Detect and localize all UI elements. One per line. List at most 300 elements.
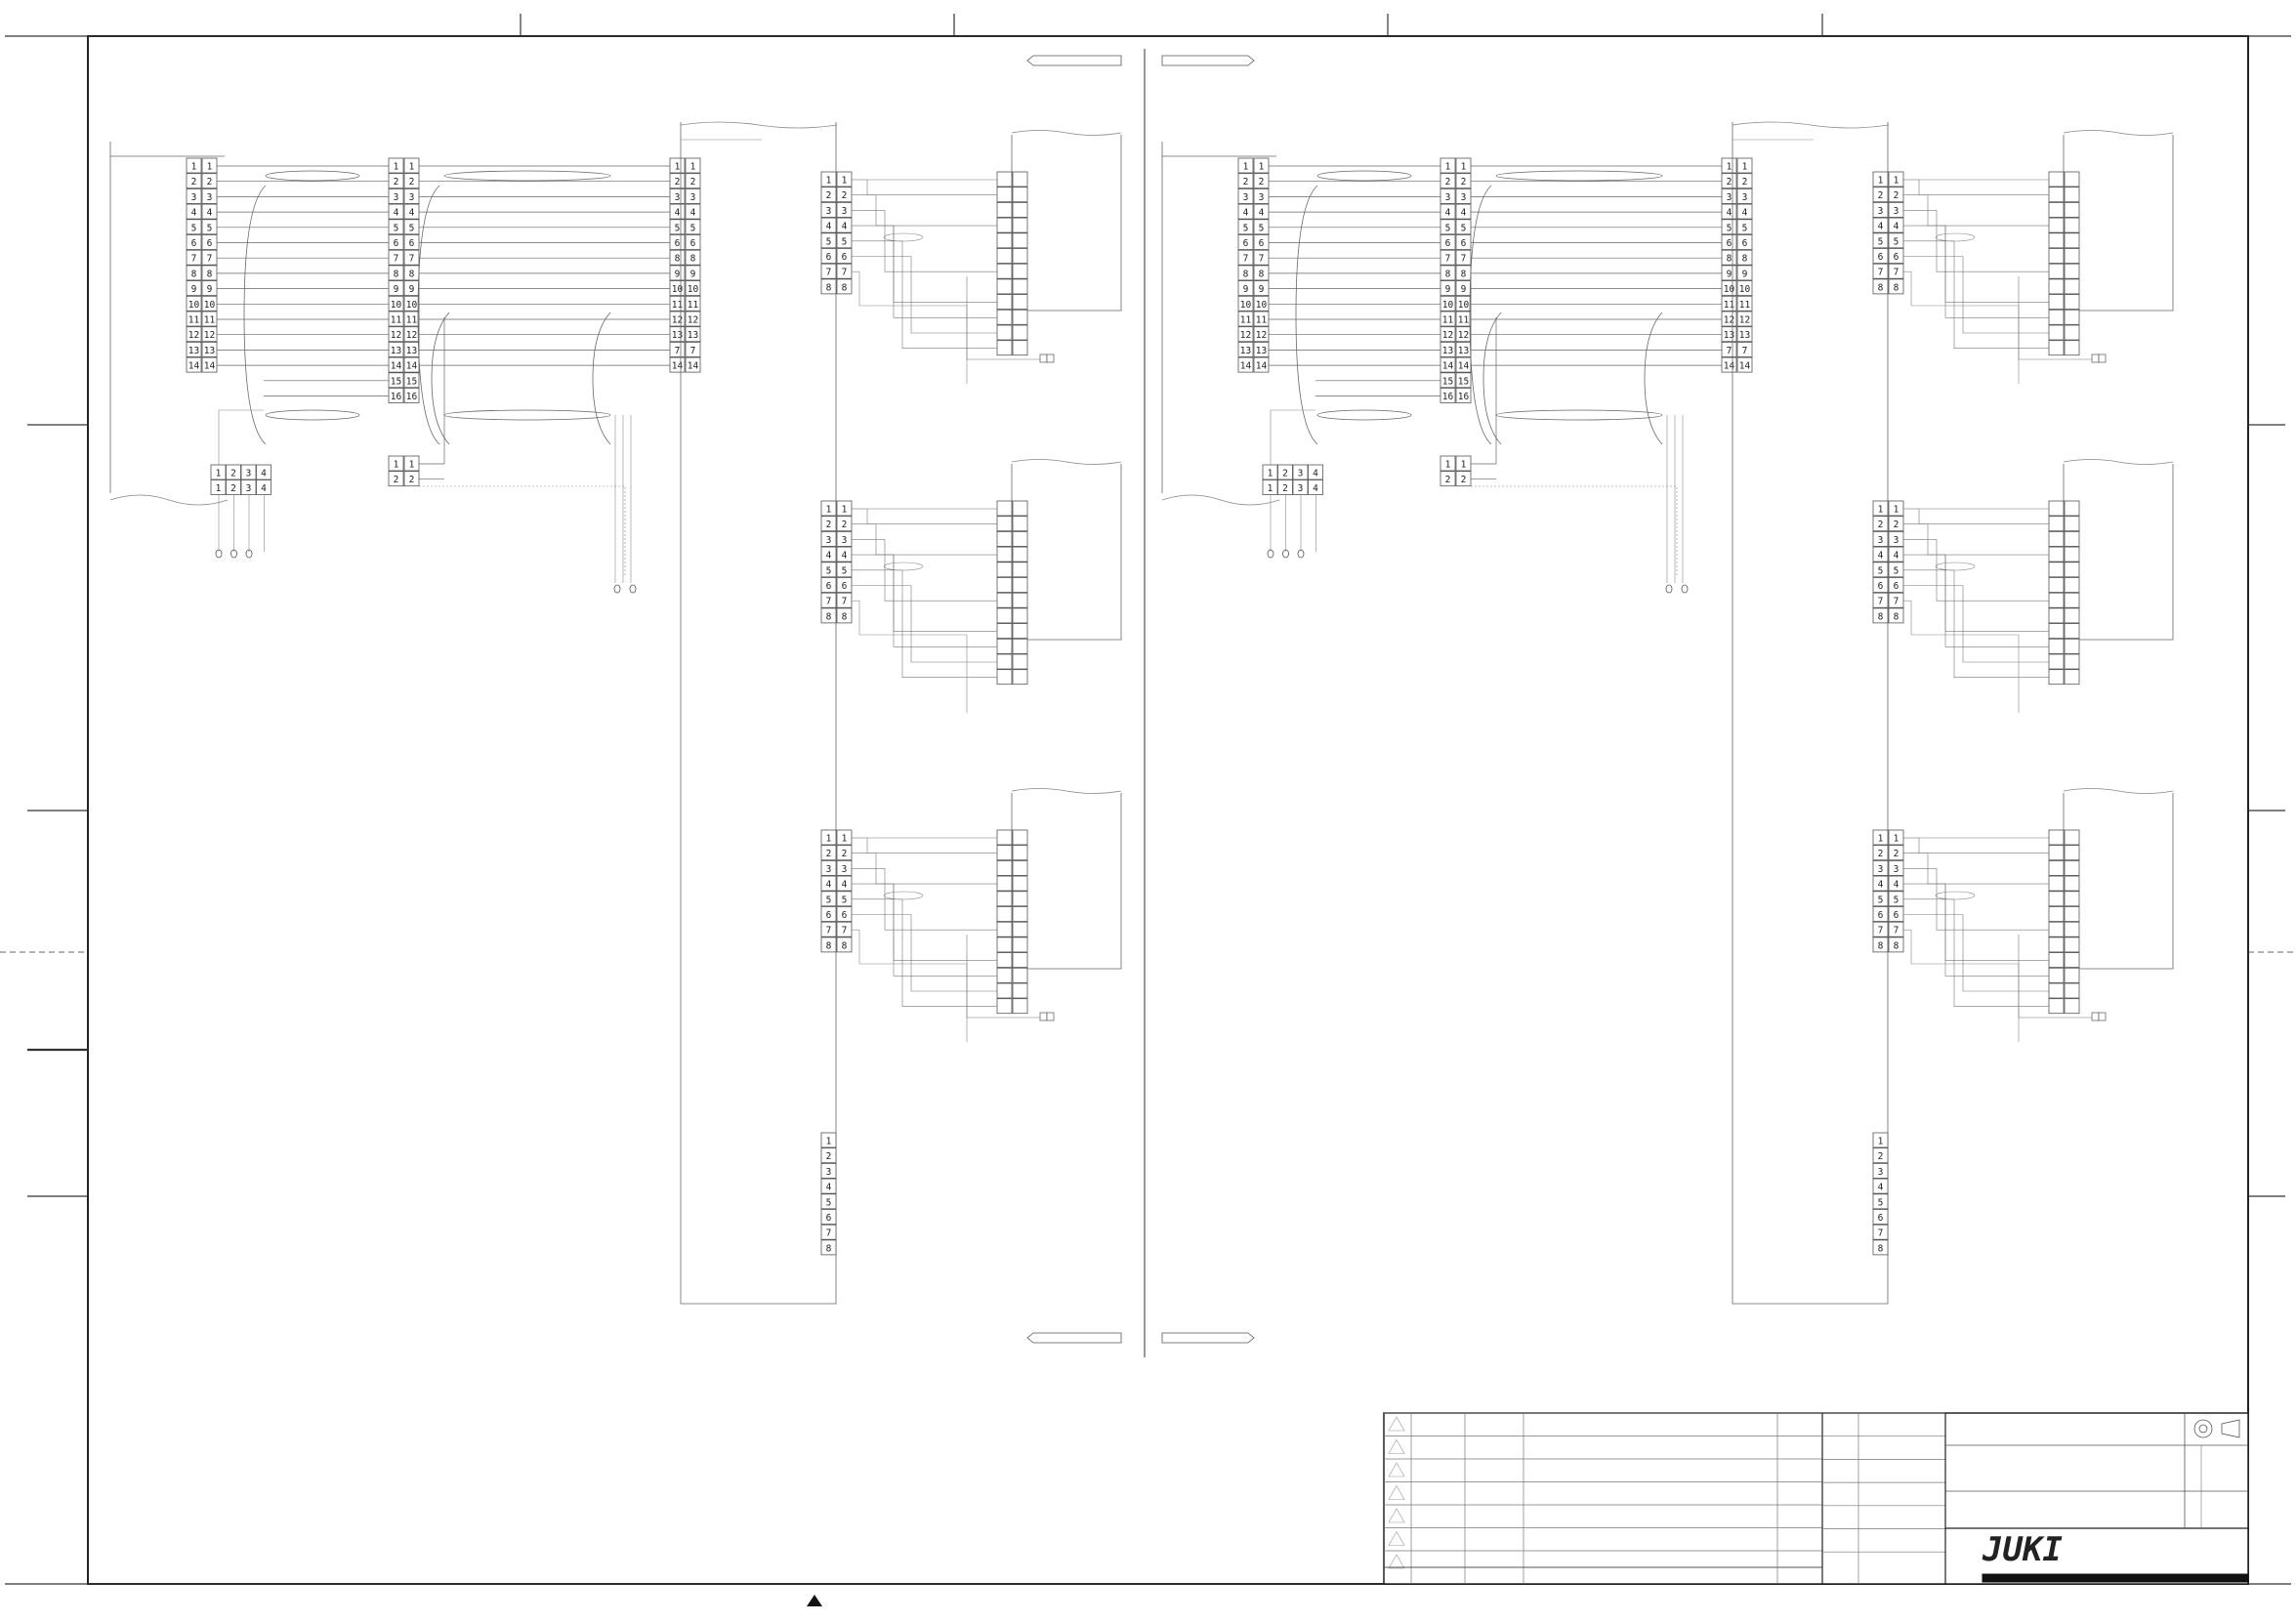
pin-number: 3 bbox=[1242, 191, 1249, 203]
pin-number: 10 bbox=[1255, 299, 1268, 311]
pin-number: 13 bbox=[405, 345, 418, 356]
pin-number: 14 bbox=[1441, 360, 1454, 372]
pin-number: 8 bbox=[1893, 282, 1899, 294]
pin-number: 6 bbox=[825, 910, 832, 921]
pin-number: 5 bbox=[1242, 223, 1249, 234]
pin-number: 4 bbox=[825, 879, 832, 891]
pin-number: 10 bbox=[390, 299, 402, 311]
pin-number: 1 bbox=[1460, 161, 1467, 173]
pin-number: 6 bbox=[1893, 252, 1899, 263]
pin-number: 2 bbox=[1444, 475, 1451, 486]
pin-number: 3 bbox=[825, 1166, 832, 1178]
pin-number: 7 bbox=[393, 253, 399, 265]
pin-number: 1 bbox=[825, 504, 832, 516]
pin-number: 5 bbox=[1741, 223, 1748, 234]
pin-number: 14 bbox=[405, 360, 418, 372]
pin-number: 10 bbox=[405, 299, 418, 311]
pin-number: 3 bbox=[825, 534, 832, 546]
pin-number: 2 bbox=[1877, 849, 1884, 860]
pin-number: 5 bbox=[841, 895, 848, 906]
pin-number: 1 bbox=[408, 459, 415, 471]
pin-number: 8 bbox=[1726, 253, 1732, 265]
pin-number: 1 bbox=[1460, 459, 1467, 471]
pin-number: 7 bbox=[1893, 267, 1899, 278]
pin-number: 12 bbox=[203, 330, 216, 342]
pin-number: 8 bbox=[1741, 253, 1748, 265]
pin-number: 5 bbox=[393, 223, 399, 234]
pin-number: 1 bbox=[1877, 175, 1884, 187]
pin-number: 12 bbox=[1441, 330, 1454, 342]
pin-number: 4 bbox=[1893, 221, 1899, 232]
pin-number: 7 bbox=[1893, 596, 1899, 607]
pin-number: 1 bbox=[393, 459, 399, 471]
pin-number: 7 bbox=[825, 596, 832, 607]
pin-number: 8 bbox=[190, 269, 197, 280]
pin-number: 5 bbox=[841, 236, 848, 248]
pin-number: 3 bbox=[1877, 863, 1884, 875]
pin-number: 9 bbox=[1258, 284, 1265, 296]
pin-number: 4 bbox=[408, 207, 415, 219]
pin-number: 2 bbox=[841, 190, 848, 202]
pin-number: 5 bbox=[825, 1197, 832, 1209]
pin-number: 7 bbox=[206, 253, 213, 265]
pin-number: 9 bbox=[1444, 284, 1451, 296]
pin-number: 13 bbox=[188, 345, 200, 356]
pin-number: 12 bbox=[671, 314, 684, 326]
pin-number: 9 bbox=[1741, 269, 1748, 280]
pin-number: 3 bbox=[841, 534, 848, 546]
pin-number: 7 bbox=[1242, 253, 1249, 265]
pin-number: 6 bbox=[190, 238, 197, 249]
pin-number: 13 bbox=[203, 345, 216, 356]
pin-number: 1 bbox=[190, 161, 197, 173]
pin-number: 4 bbox=[1877, 1182, 1884, 1193]
pin-number: 13 bbox=[1457, 345, 1470, 356]
pin-number: 3 bbox=[206, 191, 213, 203]
pin-number: 7 bbox=[1460, 253, 1467, 265]
pin-number: 2 bbox=[1282, 468, 1288, 479]
pin-number: 14 bbox=[687, 360, 699, 372]
pin-number: 1 bbox=[825, 833, 832, 845]
pin-number: 6 bbox=[825, 252, 832, 263]
pin-number: 5 bbox=[1893, 565, 1899, 577]
pin-number: 6 bbox=[1893, 581, 1899, 592]
pin-number: 6 bbox=[841, 252, 848, 263]
pin-number: 2 bbox=[408, 475, 415, 486]
pin-number: 8 bbox=[1460, 269, 1467, 280]
pin-number: 1 bbox=[1242, 161, 1249, 173]
pin-number: 7 bbox=[825, 267, 832, 278]
pin-number: 7 bbox=[689, 345, 696, 356]
pin-number: 11 bbox=[1723, 299, 1735, 311]
pin-number: 10 bbox=[188, 299, 200, 311]
pin-number: 8 bbox=[825, 282, 832, 294]
pin-number: 3 bbox=[1297, 468, 1304, 479]
pin-number: 2 bbox=[1460, 475, 1467, 486]
pin-number: 1 bbox=[1258, 161, 1265, 173]
pin-number: 6 bbox=[689, 238, 696, 249]
pin-number: 6 bbox=[825, 1213, 832, 1224]
pin-number: 11 bbox=[188, 314, 200, 326]
pin-number: 11 bbox=[1738, 299, 1751, 311]
pin-number: 13 bbox=[1723, 330, 1735, 342]
pin-number: 12 bbox=[390, 330, 402, 342]
pin-number: 7 bbox=[1877, 267, 1884, 278]
pin-number: 4 bbox=[1893, 879, 1899, 891]
pin-number: 8 bbox=[689, 253, 696, 265]
pin-number: 8 bbox=[1258, 269, 1265, 280]
pin-number: 8 bbox=[1877, 1243, 1884, 1255]
pin-number: 10 bbox=[1723, 284, 1735, 296]
pin-number: 12 bbox=[1457, 330, 1470, 342]
pin-number: 6 bbox=[1444, 238, 1451, 249]
pin-number: 2 bbox=[1460, 177, 1467, 188]
pin-number: 3 bbox=[1444, 191, 1451, 203]
pin-number: 14 bbox=[1239, 360, 1252, 372]
pin-number: 7 bbox=[825, 925, 832, 936]
pin-number: 1 bbox=[1893, 504, 1899, 516]
pin-number: 6 bbox=[1893, 910, 1899, 921]
pin-number: 3 bbox=[1726, 191, 1732, 203]
pin-number: 6 bbox=[841, 910, 848, 921]
pin-number: 5 bbox=[825, 895, 832, 906]
pin-number: 8 bbox=[841, 940, 848, 952]
pin-number: 14 bbox=[1723, 360, 1735, 372]
pin-number: 6 bbox=[206, 238, 213, 249]
pin-number: 2 bbox=[190, 177, 197, 188]
pin-number: 13 bbox=[1255, 345, 1268, 356]
pin-number: 1 bbox=[1893, 833, 1899, 845]
pin-number: 1 bbox=[1444, 161, 1451, 173]
pin-number: 1 bbox=[1893, 175, 1899, 187]
pin-number: 16 bbox=[390, 392, 402, 402]
company-logo-text: JUKI bbox=[1983, 1530, 2063, 1569]
pin-number: 5 bbox=[825, 236, 832, 248]
pin-number: 6 bbox=[1877, 581, 1884, 592]
pin-number: 12 bbox=[405, 330, 418, 342]
pin-number: 7 bbox=[1877, 1228, 1884, 1239]
pin-number: 2 bbox=[1444, 177, 1451, 188]
pin-number: 2 bbox=[230, 468, 236, 479]
pin-number: 3 bbox=[1893, 863, 1899, 875]
pin-number: 4 bbox=[393, 207, 399, 219]
pin-number: 4 bbox=[1877, 221, 1884, 232]
pin-number: 8 bbox=[1893, 611, 1899, 623]
pin-number: 3 bbox=[1877, 534, 1884, 546]
pin-number: 7 bbox=[190, 253, 197, 265]
pin-number: 7 bbox=[1258, 253, 1265, 265]
pin-number: 4 bbox=[841, 550, 848, 562]
pin-number: 8 bbox=[825, 940, 832, 952]
pin-number: 8 bbox=[408, 269, 415, 280]
center-marker bbox=[807, 1595, 822, 1606]
pin-number: 3 bbox=[825, 863, 832, 875]
pin-number: 2 bbox=[1282, 483, 1288, 494]
pin-number: 3 bbox=[841, 205, 848, 217]
pin-number: 1 bbox=[1726, 161, 1732, 173]
pin-number: 9 bbox=[689, 269, 696, 280]
pin-number: 4 bbox=[1313, 468, 1318, 479]
pin-number: 12 bbox=[1738, 314, 1751, 326]
pin-number: 14 bbox=[1255, 360, 1268, 372]
pin-number: 9 bbox=[206, 284, 213, 296]
pin-number: 6 bbox=[1877, 910, 1884, 921]
pin-number: 2 bbox=[1242, 177, 1249, 188]
pin-number: 1 bbox=[1741, 161, 1748, 173]
pin-number: 11 bbox=[687, 299, 699, 311]
pin-number: 5 bbox=[190, 223, 197, 234]
pin-number: 4 bbox=[206, 207, 213, 219]
pin-number: 3 bbox=[190, 191, 197, 203]
pin-number: 7 bbox=[408, 253, 415, 265]
pin-number: 2 bbox=[1877, 520, 1884, 531]
pin-number: 3 bbox=[1893, 534, 1899, 546]
pin-number: 8 bbox=[1877, 282, 1884, 294]
pin-number: 16 bbox=[1457, 392, 1470, 402]
pin-number: 8 bbox=[1877, 611, 1884, 623]
pin-number: 12 bbox=[1239, 330, 1252, 342]
pin-number: 8 bbox=[1242, 269, 1249, 280]
pin-number: 2 bbox=[825, 849, 832, 860]
pin-number: 12 bbox=[1255, 330, 1268, 342]
pin-number: 5 bbox=[1444, 223, 1451, 234]
pin-number: 9 bbox=[674, 269, 681, 280]
pin-number: 3 bbox=[841, 863, 848, 875]
pin-number: 16 bbox=[405, 392, 418, 402]
pin-number: 3 bbox=[1297, 483, 1304, 494]
pin-number: 1 bbox=[215, 468, 222, 479]
pin-number: 2 bbox=[393, 177, 399, 188]
title-block bbox=[1384, 1413, 2248, 1584]
pin-number: 12 bbox=[1723, 314, 1735, 326]
pin-number: 11 bbox=[203, 314, 216, 326]
pin-number: 5 bbox=[825, 565, 832, 577]
pin-number: 4 bbox=[841, 221, 848, 232]
pin-number: 10 bbox=[687, 284, 699, 296]
pin-number: 13 bbox=[390, 345, 402, 356]
pin-number: 14 bbox=[188, 360, 200, 372]
pin-number: 8 bbox=[674, 253, 681, 265]
pin-number: 9 bbox=[393, 284, 399, 296]
pin-number: 11 bbox=[405, 314, 418, 326]
pin-number: 12 bbox=[188, 330, 200, 342]
pin-number: 8 bbox=[1893, 940, 1899, 952]
pin-number: 3 bbox=[408, 191, 415, 203]
pin-number: 10 bbox=[1457, 299, 1470, 311]
pin-number: 16 bbox=[1441, 392, 1454, 402]
pin-number: 2 bbox=[825, 1151, 832, 1163]
pin-number: 3 bbox=[393, 191, 399, 203]
pin-number: 1 bbox=[841, 833, 848, 845]
pin-number: 4 bbox=[825, 1182, 832, 1193]
pin-number: 7 bbox=[1741, 345, 1748, 356]
pin-number: 13 bbox=[687, 330, 699, 342]
pin-number: 2 bbox=[230, 483, 236, 494]
pin-number: 5 bbox=[206, 223, 213, 234]
pin-number: 7 bbox=[1877, 925, 1884, 936]
pin-number: 1 bbox=[215, 483, 222, 494]
pin-number: 5 bbox=[1258, 223, 1265, 234]
pin-number: 2 bbox=[393, 475, 399, 486]
pin-number: 5 bbox=[1877, 895, 1884, 906]
pin-number: 6 bbox=[1460, 238, 1467, 249]
pin-number: 3 bbox=[1741, 191, 1748, 203]
pin-number: 7 bbox=[674, 345, 681, 356]
pin-number: 5 bbox=[1877, 1197, 1884, 1209]
pin-number: 11 bbox=[1457, 314, 1470, 326]
pin-number: 1 bbox=[408, 161, 415, 173]
pin-number: 9 bbox=[1242, 284, 1249, 296]
pin-number: 5 bbox=[1893, 236, 1899, 248]
pin-number: 2 bbox=[206, 177, 213, 188]
pin-number: 15 bbox=[390, 376, 402, 388]
pin-number: 2 bbox=[1726, 177, 1732, 188]
pin-number: 14 bbox=[1738, 360, 1751, 372]
pin-number: 5 bbox=[1726, 223, 1732, 234]
pin-number: 10 bbox=[1738, 284, 1751, 296]
pin-number: 6 bbox=[1242, 238, 1249, 249]
pin-number: 2 bbox=[1741, 177, 1748, 188]
pin-number: 2 bbox=[825, 520, 832, 531]
pin-number: 4 bbox=[1242, 207, 1249, 219]
pin-number: 10 bbox=[671, 284, 684, 296]
pin-number: 3 bbox=[1877, 1166, 1884, 1178]
pin-number: 5 bbox=[1460, 223, 1467, 234]
pin-number: 4 bbox=[1726, 207, 1732, 219]
pin-number: 8 bbox=[825, 1243, 832, 1255]
pin-number: 5 bbox=[689, 223, 696, 234]
pin-number: 3 bbox=[1893, 205, 1899, 217]
pin-number: 10 bbox=[1441, 299, 1454, 311]
pin-number: 13 bbox=[671, 330, 684, 342]
pin-number: 8 bbox=[206, 269, 213, 280]
pin-number: 2 bbox=[1877, 190, 1884, 202]
pin-number: 8 bbox=[1877, 940, 1884, 952]
pin-number: 7 bbox=[1877, 596, 1884, 607]
pin-number: 1 bbox=[1877, 833, 1884, 845]
pin-number: 14 bbox=[671, 360, 684, 372]
pin-number: 12 bbox=[687, 314, 699, 326]
pin-number: 4 bbox=[1877, 550, 1884, 562]
pin-number: 11 bbox=[1441, 314, 1454, 326]
pin-number: 6 bbox=[1877, 252, 1884, 263]
pin-number: 5 bbox=[841, 565, 848, 577]
pin-number: 1 bbox=[1267, 483, 1273, 494]
pin-number: 7 bbox=[825, 1228, 832, 1239]
pin-number: 3 bbox=[674, 191, 681, 203]
pin-number: 5 bbox=[1893, 895, 1899, 906]
pin-number: 1 bbox=[1877, 1136, 1884, 1147]
pin-number: 2 bbox=[674, 177, 681, 188]
pin-number: 1 bbox=[1444, 459, 1451, 471]
pin-number: 2 bbox=[1893, 190, 1899, 202]
pin-number: 1 bbox=[689, 161, 696, 173]
pin-number: 13 bbox=[1738, 330, 1751, 342]
pin-number: 4 bbox=[689, 207, 696, 219]
pin-number: 4 bbox=[825, 550, 832, 562]
pin-number: 2 bbox=[1877, 1151, 1884, 1163]
pin-number: 9 bbox=[408, 284, 415, 296]
pin-number: 6 bbox=[674, 238, 681, 249]
pin-number: 7 bbox=[1444, 253, 1451, 265]
pin-number: 1 bbox=[674, 161, 681, 173]
pin-number: 2 bbox=[689, 177, 696, 188]
pin-number: 13 bbox=[1239, 345, 1252, 356]
pin-number: 3 bbox=[1460, 191, 1467, 203]
rear-half-schematic bbox=[1162, 122, 2173, 1304]
pin-number: 4 bbox=[1877, 879, 1884, 891]
pin-number: 8 bbox=[841, 611, 848, 623]
pin-number: 6 bbox=[1726, 238, 1732, 249]
pin-number: 2 bbox=[1258, 177, 1265, 188]
pin-number: 3 bbox=[245, 483, 252, 494]
pin-number: 7 bbox=[841, 925, 848, 936]
pin-number: 5 bbox=[1877, 565, 1884, 577]
pin-number: 4 bbox=[1258, 207, 1265, 219]
front-half-schematic bbox=[110, 122, 1121, 1304]
pin-number: 9 bbox=[1726, 269, 1732, 280]
pin-number: 13 bbox=[1441, 345, 1454, 356]
pin-number: 4 bbox=[1893, 550, 1899, 562]
pin-number: 11 bbox=[390, 314, 402, 326]
pin-number: 1 bbox=[841, 175, 848, 187]
pin-number: 3 bbox=[1258, 191, 1265, 203]
drawing-frame bbox=[0, 14, 2296, 1606]
pin-number: 15 bbox=[1441, 376, 1454, 388]
pin-number: 1 bbox=[825, 175, 832, 187]
pin-number: 4 bbox=[190, 207, 197, 219]
pin-number: 4 bbox=[1741, 207, 1748, 219]
pin-number: 15 bbox=[1457, 376, 1470, 388]
pin-number: 6 bbox=[1741, 238, 1748, 249]
pin-number: 11 bbox=[671, 299, 684, 311]
pin-number: 1 bbox=[841, 504, 848, 516]
pin-number: 1 bbox=[825, 1136, 832, 1147]
pin-number: 5 bbox=[1877, 236, 1884, 248]
pin-number: 11 bbox=[1255, 314, 1268, 326]
pin-number: 9 bbox=[1460, 284, 1467, 296]
pin-number: 4 bbox=[825, 221, 832, 232]
pin-number: 2 bbox=[825, 190, 832, 202]
pin-number: 9 bbox=[190, 284, 197, 296]
pin-number: 4 bbox=[674, 207, 681, 219]
pin-number: 5 bbox=[408, 223, 415, 234]
pin-number: 8 bbox=[825, 611, 832, 623]
pin-number: 3 bbox=[689, 191, 696, 203]
pin-number: 2 bbox=[841, 520, 848, 531]
pin-number: 4 bbox=[1444, 207, 1451, 219]
pin-number: 8 bbox=[1444, 269, 1451, 280]
pin-number: 8 bbox=[841, 282, 848, 294]
pin-number: 5 bbox=[674, 223, 681, 234]
pin-number: 6 bbox=[1877, 1213, 1884, 1224]
pin-number: 4 bbox=[841, 879, 848, 891]
pin-number: 4 bbox=[1313, 483, 1318, 494]
pin-number: 3 bbox=[1877, 205, 1884, 217]
pin-number: 11 bbox=[1239, 314, 1252, 326]
pin-number: 7 bbox=[841, 267, 848, 278]
pin-number: 2 bbox=[1893, 849, 1899, 860]
pin-number: 14 bbox=[1457, 360, 1470, 372]
pin-number: 4 bbox=[1460, 207, 1467, 219]
pin-number: 6 bbox=[393, 238, 399, 249]
pin-number: 4 bbox=[261, 468, 267, 479]
pin-number: 8 bbox=[393, 269, 399, 280]
pin-number: 7 bbox=[1893, 925, 1899, 936]
pin-number: 1 bbox=[206, 161, 213, 173]
pin-number: 14 bbox=[390, 360, 402, 372]
pin-number: 1 bbox=[393, 161, 399, 173]
